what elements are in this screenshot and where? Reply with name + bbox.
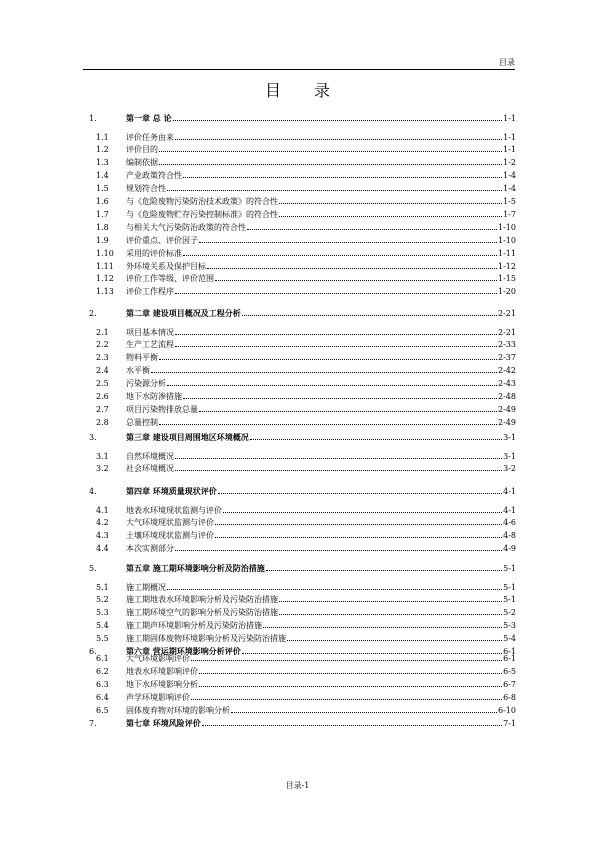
toc-entry [126,273,516,284]
dot-leader [215,273,497,281]
dot-leader [159,157,502,165]
toc-entry-page: 1-4 [503,171,516,181]
toc-section-row[interactable] [0,209,595,220]
dot-leader [242,308,497,316]
dot-leader [247,222,497,230]
toc-entry [126,113,516,124]
dot-leader [151,365,497,373]
toc-entry-label: 大气环境现状监测与评价 [126,518,214,528]
toc-entry-page: 1-11 [498,248,516,258]
dot-leader [167,378,497,386]
toc-section-row[interactable] [0,273,595,284]
toc-entry [126,594,516,605]
toc-entry-label: 地下水环境影响分析 [126,679,198,689]
toc-entry-label: 评价重点、评价因子 [126,235,198,245]
toc-entry [126,157,516,168]
toc-entry [126,530,516,541]
toc-entry-page: 2-21 [498,327,516,337]
toc-entry-label: 本次实测部分 [126,544,174,554]
toc-section-row[interactable] [0,607,595,618]
dot-leader [159,352,497,360]
toc-entry [126,543,516,554]
toc-entry-label: 施工期概况 [126,582,166,592]
toc-entry-label: 产业政策符合性 [126,171,182,181]
toc-entry-page: 2-43 [498,379,516,389]
dot-leader [202,718,502,726]
toc-entry [126,261,516,272]
toc-entry-page: 1-10 [498,222,516,232]
toc-chapter-row[interactable] [0,308,595,319]
toc-entry-number: 2.3 [96,353,109,363]
toc-entry-label: 生产工艺流程 [126,340,174,350]
toc-entry-number: 1.7 [96,209,109,219]
toc-entry-label: 第七章 环境风险评价 [126,717,201,728]
toc-entry [126,692,516,703]
dot-leader [199,235,497,243]
toc-entry [126,653,516,664]
toc-entry-page: 5-1 [503,564,516,573]
toc-entry [126,633,516,644]
toc-section-row[interactable] [0,196,595,207]
toc-entry-page: 5-1 [503,595,516,605]
dot-leader [279,607,502,615]
toc-entry [126,327,516,338]
toc-section-row[interactable] [0,183,595,194]
toc-entry-number: 2.5 [96,379,109,389]
toc-entry-page: 4-1 [503,505,516,515]
toc-entry-number: 1.12 [96,274,114,284]
toc-entry-page: 1-4 [503,184,516,194]
toc-entry-page: 3-1 [503,433,516,442]
dot-leader [175,327,497,335]
toc-entry-number: 1.3 [96,158,109,168]
toc-entry-label: 地表水环境影响评价 [126,666,198,676]
dot-leader [215,530,502,538]
dot-leader [159,417,497,425]
toc-entry-page: 4-9 [503,544,516,554]
toc-entry-page: 1-15 [498,274,516,284]
toc-entry-page: 1-5 [503,197,516,206]
toc-entry-label: 评价目的 [126,145,158,155]
toc-entry-number: 4.2 [96,518,109,528]
toc-section-row[interactable] [0,582,595,593]
toc-chapter-row[interactable] [0,718,595,729]
toc-entry-number: 1.11 [96,261,114,271]
toc-entry [126,417,516,428]
toc-entry [126,132,516,143]
toc-entry [126,486,516,497]
toc-section-row[interactable] [0,222,595,233]
toc-entry-label: 与《危险废物贮存污染控制标准》的符合性 [126,209,278,219]
toc-entry-label: 项目基本情况 [126,327,174,337]
toc-entry [126,308,516,319]
toc-section-row[interactable] [0,620,595,631]
page-footer: 目录-1 [285,781,310,790]
dot-leader [191,653,502,661]
toc-entry-label: 外环境关系及保护目标 [126,261,206,271]
toc-section-row[interactable] [0,543,595,554]
toc-entry-number: 2.7 [96,404,109,414]
toc-entry-page: 5-1 [503,582,516,592]
toc-entry-label: 编制依据 [126,158,158,168]
dot-leader [279,209,502,217]
toc-entry-page: 5-3 [503,621,516,631]
toc-entry-number: 6.2 [96,666,109,676]
dot-leader [191,692,502,700]
toc-entry-page: 1-12 [498,261,516,271]
toc-entry [126,144,516,155]
toc-entry-label: 声学环境影响评价 [126,692,190,702]
dot-leader [167,183,502,191]
toc-entry-number: 1.5 [96,184,109,194]
toc-entry [126,463,516,474]
dot-leader [175,132,502,140]
dot-leader [279,594,502,602]
toc-section-row[interactable] [0,679,595,690]
toc-entry-number: 5.1 [96,582,109,592]
dot-leader [279,196,502,204]
toc-entry-page: 2-48 [498,392,516,401]
toc-entry-number: 3. [89,433,97,442]
toc-entry-page: 5-4 [503,634,516,644]
toc-entry-label: 第二章 建设项目概况及工程分析 [126,308,241,318]
dot-leader [175,543,502,551]
toc-section-row[interactable] [0,391,595,402]
toc-entry-label: 采用的评价标准 [126,248,182,258]
dot-leader [183,391,497,399]
toc-entry-number: 6.3 [96,679,109,689]
toc-entry [126,517,516,528]
dot-leader [266,563,502,571]
toc-chapter-row[interactable] [0,432,595,443]
toc-entry-number: 1. [89,114,97,123]
dot-leader [263,620,502,628]
toc-entry-page: 1-1 [503,145,516,155]
toc-entry-number: 1.13 [96,287,114,297]
dot-leader [231,705,497,713]
dot-leader [175,339,497,347]
toc-entry-label: 水平衡 [126,366,150,376]
toc-entry-label: 施工期声环境影响分析及污染防治措施 [126,621,262,631]
page-header-text: 目录 [499,58,515,67]
toc-entry-number: 4.4 [96,544,109,554]
toc-entry-label: 地下水防渗措施 [126,392,182,401]
toc-entry [126,666,516,677]
toc-entry [126,235,516,246]
toc-entry-number: 4.3 [96,531,109,541]
toc-entry [126,505,516,516]
toc-chapter-row[interactable] [0,563,595,574]
toc-entry [126,209,516,220]
toc-entry-number: 5.2 [96,595,109,605]
toc-entry-number: 2.4 [96,366,109,376]
toc-entry [126,582,516,593]
toc-entry-page: 2-49 [498,404,516,414]
toc-entry-page: 2-49 [498,417,516,427]
toc-entry-number: 1.9 [96,235,109,245]
toc-entry-page: 4-1 [503,487,516,496]
toc-entry-number: 7. [89,718,97,728]
toc-entry-page: 4-6 [503,518,516,528]
toc-entry-label: 污染源分析 [126,379,166,389]
dot-leader [175,463,502,471]
toc-entry [126,183,516,194]
toc-entry-number: 5. [89,564,97,573]
toc-section-row[interactable] [0,594,595,605]
toc-entry-number: 2.6 [96,392,109,401]
toc-entry [126,679,516,690]
toc-entry-page: 2-21 [498,309,516,318]
toc-entry-label: 施工期地表水环境影响分析及污染防治措施 [126,595,278,605]
toc-entry [126,607,516,618]
toc-entry-page: 6-5 [503,666,516,676]
dot-leader [173,113,503,121]
dot-leader [199,679,502,687]
toc-entry [126,286,516,297]
toc-entry-page: 6-8 [503,692,516,702]
toc-entry [126,365,516,376]
toc-entry-number: 5.3 [96,608,109,618]
toc-entry-number: 2.2 [96,340,109,350]
toc-section-row[interactable] [0,417,595,428]
toc-entry-number: 6.5 [96,705,109,715]
toc-entry-label: 第三章 建设项目周围地区环境概况 [126,432,249,442]
toc-entry-label: 与《危险废物污染防治技术政策》的符合性 [126,197,278,206]
toc-section-row[interactable] [0,530,595,541]
toc-section-row[interactable] [0,261,595,272]
toc-section-row[interactable] [0,286,595,297]
toc-section-row[interactable] [0,451,595,462]
toc-section-row[interactable] [0,666,595,677]
toc-entry [126,222,516,233]
dot-leader [287,633,502,641]
toc-entry-label: 总量控制 [126,417,158,427]
toc-entry [126,248,516,259]
toc-entry [126,620,516,631]
toc-section-row[interactable] [0,339,595,350]
dot-leader [183,248,497,256]
dot-leader [207,261,497,269]
dot-leader [199,666,502,674]
toc-entry-label: 物料平衡 [126,353,158,363]
dot-leader [183,170,502,178]
dot-leader [218,486,502,494]
toc-entry-page: 1-2 [503,158,516,168]
toc-section-row[interactable] [0,235,595,246]
toc-entry-number: 5.5 [96,634,109,644]
toc-entry-label: 施工期固体废物环境影响分析及污染防治措施 [126,634,286,644]
toc-entry-label: 自然环境概况 [126,451,174,461]
toc-section-row[interactable] [0,653,595,664]
toc-entry [126,196,516,207]
toc-chapter-row[interactable] [0,113,595,124]
toc-entry-page: 6-1 [503,647,516,656]
toc-entry-label: 地表水环境现状监测与评价 [126,505,222,515]
toc-entry [126,339,516,350]
dot-leader [250,432,502,440]
toc-entry-label: 第六章 营运期环境影响分析评价 [126,646,241,656]
toc-entry-number: 3.1 [96,451,109,461]
toc-entry-number: 6.4 [96,692,109,702]
toc-entry-number: 1.6 [96,197,109,206]
dot-leader [223,505,502,513]
toc-entry [126,404,516,415]
dot-leader [175,451,502,459]
toc-entry-label: 社会环境概况 [126,464,174,474]
toc-entry-number: 2.1 [96,327,109,337]
toc-section-row[interactable] [0,248,595,259]
toc-section-row[interactable] [0,705,595,716]
toc-entry-label: 第五章 施工期环境影响分析及防治措施 [126,563,265,573]
toc-section-row[interactable] [0,157,595,168]
page-title: 目 录 [264,81,345,100]
toc-entry-page: 1-1 [503,132,516,142]
toc-entry-number: 5.4 [96,621,109,631]
toc-entry-page: 3-2 [503,464,516,474]
toc-entry-number: 3.2 [96,464,109,474]
toc-entry-number: 1.2 [96,145,109,155]
toc-entry-page: 1-1 [503,114,516,123]
toc-entry [126,378,516,389]
toc-entry-page: 4-8 [503,531,516,541]
toc-entry-page: 2-42 [498,366,516,376]
toc-entry-label: 第四章 环境质量现状评价 [126,486,217,496]
toc-entry-number: 4.1 [96,505,109,515]
toc-entry [126,170,516,181]
toc-entry-number: 1.10 [96,248,114,258]
toc-section-row[interactable] [0,352,595,363]
toc-entry-page: 3-1 [503,451,516,461]
toc-section-row[interactable] [0,365,595,376]
dot-leader [175,286,497,294]
toc-entry [126,705,516,716]
toc-entry-page: 2-33 [498,340,516,350]
toc-entry [126,432,516,443]
toc-entry-label: 土壤环境现状监测与评价 [126,531,214,541]
toc-entry [126,352,516,363]
toc-entry-page: 2-37 [498,353,516,363]
dot-leader [199,404,497,412]
toc-entry-number: 1.1 [96,132,109,142]
toc-entry-label: 施工期环境空气的影响分析及污染防治措施 [126,608,278,618]
toc-entry [126,451,516,462]
toc-entry-number: 1.4 [96,171,109,181]
dot-leader [159,144,502,152]
toc-section-row[interactable] [0,505,595,516]
toc-section-row[interactable] [0,378,595,389]
toc-entry-page: 6-10 [498,705,516,715]
toc-section-row[interactable] [0,633,595,644]
toc-section-row[interactable] [0,463,595,474]
toc-entry-label: 评价工作程序 [126,287,174,297]
toc-entry-number: 2. [89,309,97,318]
toc-entry-label: 规划符合性 [126,184,166,194]
toc-entry-page: 7-1 [503,718,516,728]
dot-leader [215,517,502,525]
toc-section-row[interactable] [0,132,595,143]
toc-entry-number: 6.1 [96,654,109,663]
toc-entry-page: 5-2 [503,608,516,618]
toc-entry-page: 6-1 [503,654,516,663]
toc-entry-number: 4. [89,487,97,496]
toc-entry-number: 6. [89,647,97,656]
toc-entry-label: 与相关大气污染防治政策的符合性 [126,222,246,232]
toc-entry-label: 第一章 总 论 [126,113,172,123]
toc-entry-number: 2.8 [96,417,109,427]
toc-entry [126,391,516,402]
toc-entry-number: 1.8 [96,222,109,232]
toc-section-row[interactable] [0,517,595,528]
toc-entry [126,563,516,574]
dot-leader [167,582,502,590]
toc-section-row[interactable] [0,404,595,415]
toc-chapter-row[interactable] [0,486,595,497]
toc-section-row[interactable] [0,692,595,703]
toc-entry-page: 6-7 [503,679,516,689]
toc-entry-label: 项目污染物排放总量 [126,404,198,414]
toc-entry-label: 固体废弃物对环境的影响分析 [126,705,230,715]
toc-entry-page: 1-20 [498,287,516,297]
toc-entry-page: 1-10 [498,235,516,245]
toc-section-row[interactable] [0,327,595,338]
toc-entry-page: 1-7 [503,209,516,219]
toc-entry-label: 评价工作等级、评价范围 [126,274,214,284]
toc-entry-label: 大气环境影响评价 [126,654,190,663]
toc-section-row[interactable] [0,170,595,181]
toc-section-row[interactable] [0,144,595,155]
toc-entry-label: 评价任务由来 [126,132,174,142]
toc-entry [126,718,516,729]
